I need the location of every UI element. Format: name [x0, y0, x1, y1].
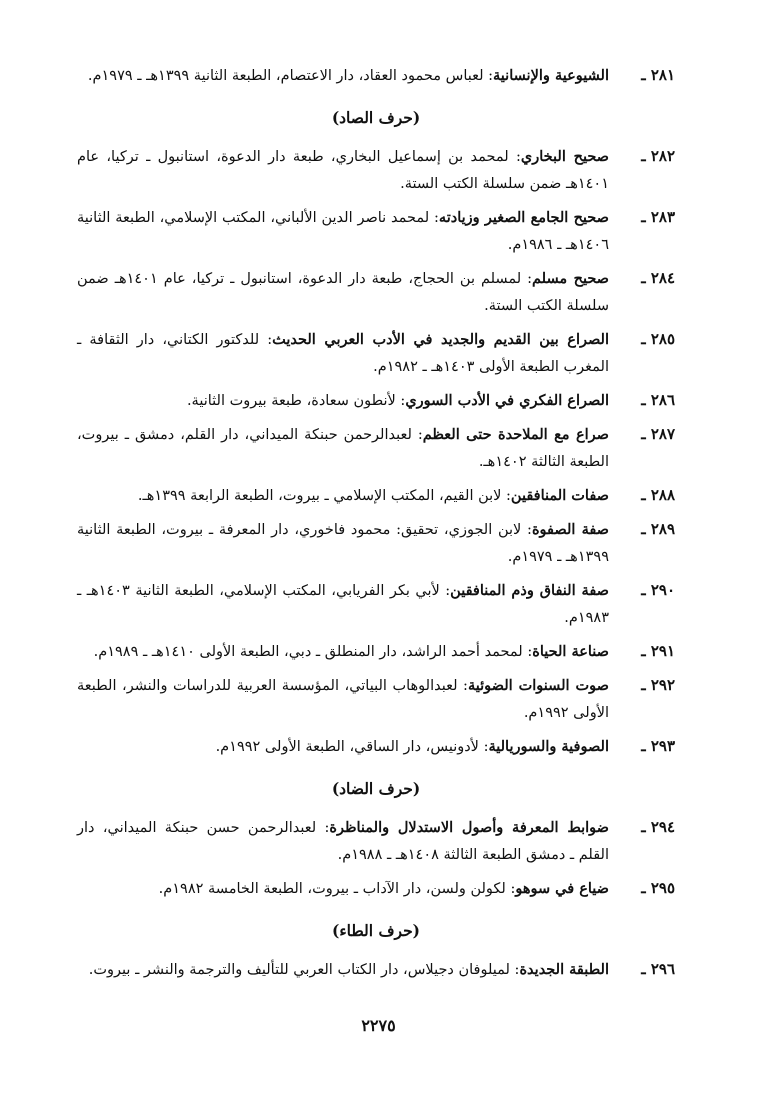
entry-title: صفات المنافقين — [510, 487, 609, 504]
bibliography-entry-290 — [77, 577, 675, 632]
entry-text — [77, 265, 609, 320]
entry-title: الشيوعية والإنسانية — [493, 67, 609, 84]
entry-number: ٢٨٣ ـ — [641, 208, 675, 226]
bibliography-content — [77, 62, 675, 990]
entry-details: : لكولن ولسن، دار الآداب ـ بيروت، الطبعة الخامسة ١٩٨٢م. — [158, 881, 516, 897]
entry-title: صوت السنوات الضوئية — [467, 677, 609, 694]
entry-text — [77, 638, 609, 666]
entry-number: ٢٨٤ ـ — [641, 269, 675, 287]
entry-text — [77, 516, 609, 571]
entry-text — [77, 62, 609, 90]
entry-details: : للدكتور الكتاني، دار الثقافة ـ المغرب الطبعة الأولى ١٤٠٣هـ ـ ١٩٨٢م. — [77, 332, 609, 375]
entry-number: ٢٨٩ ـ — [641, 520, 675, 538]
section-heading-dad: (حرف الضاد) — [331, 779, 421, 798]
entry-details: : لعبدالوهاب البياتي، المؤسسة العربية للدراسات والنشر، الطبعة الأولى ١٩٩٢م. — [77, 678, 609, 721]
entry-number: ٢٩٢ ـ — [641, 676, 675, 694]
entry-number: ٢٩٥ ـ — [641, 879, 675, 897]
entry-text — [77, 875, 609, 903]
entry-title: صحيح مسلم — [532, 270, 609, 287]
entry-number: ٢٩٦ ـ — [641, 960, 675, 978]
entry-details: : لعباس محمود العقاد، دار الاعتصام، الطبعة الثانية ١٣٩٩هـ ـ ١٩٧٩م. — [87, 68, 494, 84]
entry-text — [77, 326, 609, 381]
entry-text — [77, 577, 609, 632]
entry-title: صفة الصفوة — [531, 521, 609, 538]
bibliography-entry-291 — [77, 638, 675, 666]
section-heading-sad: (حرف الصاد) — [331, 108, 421, 127]
entry-title: صراع مع الملاحدة حتى العظم — [422, 426, 609, 443]
bibliography-entry-292 — [77, 672, 675, 727]
entry-details: : لأدونيس، دار الساقي، الطبعة الأولى ١٩٩٢م. — [215, 739, 489, 755]
bibliography-entry-295 — [77, 875, 675, 903]
bibliography-entry-293 — [77, 733, 675, 761]
entry-details: : لمحمد أحمد الراشد، دار المنطلق ـ دبي، الطبعة الأولى ١٤١٠هـ ـ ١٩٨٩م. — [93, 644, 533, 660]
entry-title: صفة النفاق وذم المنافقين — [450, 582, 609, 599]
entry-text — [77, 421, 609, 476]
entry-number: ٢٩١ ـ — [641, 642, 675, 660]
entry-number: ٢٨٢ ـ — [641, 147, 675, 165]
entry-title: ضوابط المعرفة وأصول الاستدلال والمناظرة — [329, 819, 609, 836]
entry-details: : لمحمد بن إسماعيل البخاري، طبعة دار الدعوة، استانبول ـ تركيا، عام ١٤٠١هـ ضمن سلسلة الكتب الستة. — [77, 149, 609, 192]
entry-text — [77, 733, 609, 761]
bibliography-entry-284 — [77, 265, 675, 320]
entry-number: ٢٨٨ ـ — [641, 486, 675, 504]
entry-details: : لعبدالرحمن حسن حبنكة الميداني، دار القلم ـ دمشق الطبعة الثالثة ١٤٠٨هـ ـ ١٩٨٨م. — [77, 820, 609, 863]
entry-details: : لابن الجوزي، تحقيق: محمود فاخوري، دار المعرفة ـ بيروت، الطبعة الثانية ١٣٩٩هـ ـ ١٩٧٩م. — [77, 522, 609, 565]
entry-text — [77, 482, 609, 510]
bibliography-entry-287 — [77, 421, 675, 476]
entry-details: : لأنطون سعادة، طبعة بيروت الثانية. — [186, 393, 406, 409]
entry-text — [77, 956, 609, 984]
bibliography-entry-283 — [77, 204, 675, 259]
entry-number: ٢٨١ ـ — [641, 66, 675, 84]
bibliography-entry-289 — [77, 516, 675, 571]
entry-number: ٢٨٥ ـ — [641, 330, 675, 348]
entry-details: : لمحمد ناصر الدين الألباني، المكتب الإسلامي، الطبعة الثانية ١٤٠٦هـ ـ ١٩٨٦م. — [77, 210, 609, 253]
entry-title: الصراع الفكري في الأدب السوري — [405, 392, 609, 409]
entry-title: صحيح البخاري — [520, 148, 609, 165]
entry-title: الصراع بين القديم والجديد في الأدب العربي الحديث — [272, 331, 609, 348]
entry-details: : لابن القيم، المكتب الإسلامي ـ بيروت، الطبعة الرابعة ١٣٩٩هـ. — [137, 488, 511, 504]
page-number: ٢٢٧٥ — [361, 1016, 396, 1035]
entry-number: ٢٨٦ ـ — [641, 391, 675, 409]
entry-number: ٢٨٧ ـ — [641, 425, 675, 443]
entry-title: ضياع في سوهو — [515, 880, 609, 897]
entry-details: : لعبدالرحمن حبنكة الميداني، دار القلم، دمشق ـ بيروت، الطبعة الثالثة ١٤٠٢هـ. — [77, 427, 609, 470]
entry-title: الطبقة الجديدة — [519, 961, 609, 978]
entry-details: : لميلوفان دجيلاس، دار الكتاب العربي للتأليف والترجمة والنشر ـ بيروت. — [88, 962, 520, 978]
entry-details: : لأبي بكر الفريابي، المكتب الإسلامي، الطبعة الثانية ١٤٠٣هـ ـ ١٩٨٣م. — [77, 583, 609, 626]
entry-number: ٢٩٣ ـ — [641, 737, 675, 755]
entry-title: صناعة الحياة — [532, 643, 609, 660]
entry-text — [77, 143, 609, 198]
entry-text — [77, 814, 609, 869]
entry-text — [77, 204, 609, 259]
entry-title: صحيح الجامع الصغير وزيادته — [438, 209, 609, 226]
bibliography-entry-294 — [77, 814, 675, 869]
entry-text — [77, 672, 609, 727]
entry-text — [77, 387, 609, 415]
entry-number: ٢٩٠ ـ — [641, 581, 675, 599]
entry-details: : لمسلم بن الحجاج، طبعة دار الدعوة، استانبول ـ تركيا، عام ١٤٠١هـ ضمن سلسلة الكتب الستة. — [77, 271, 609, 314]
bibliography-entry-285 — [77, 326, 675, 381]
bibliography-entry-286 — [77, 387, 675, 415]
bibliography-entry-296 — [77, 956, 675, 984]
section-heading-ta: (حرف الطاء) — [331, 921, 421, 940]
bibliography-entry-282 — [77, 143, 675, 198]
bibliography-entry-288 — [77, 482, 675, 510]
entry-title: الصوفية والسوريالية — [488, 738, 609, 755]
bibliography-entry-281 — [77, 62, 675, 90]
entry-number: ٢٩٤ ـ — [641, 818, 675, 836]
